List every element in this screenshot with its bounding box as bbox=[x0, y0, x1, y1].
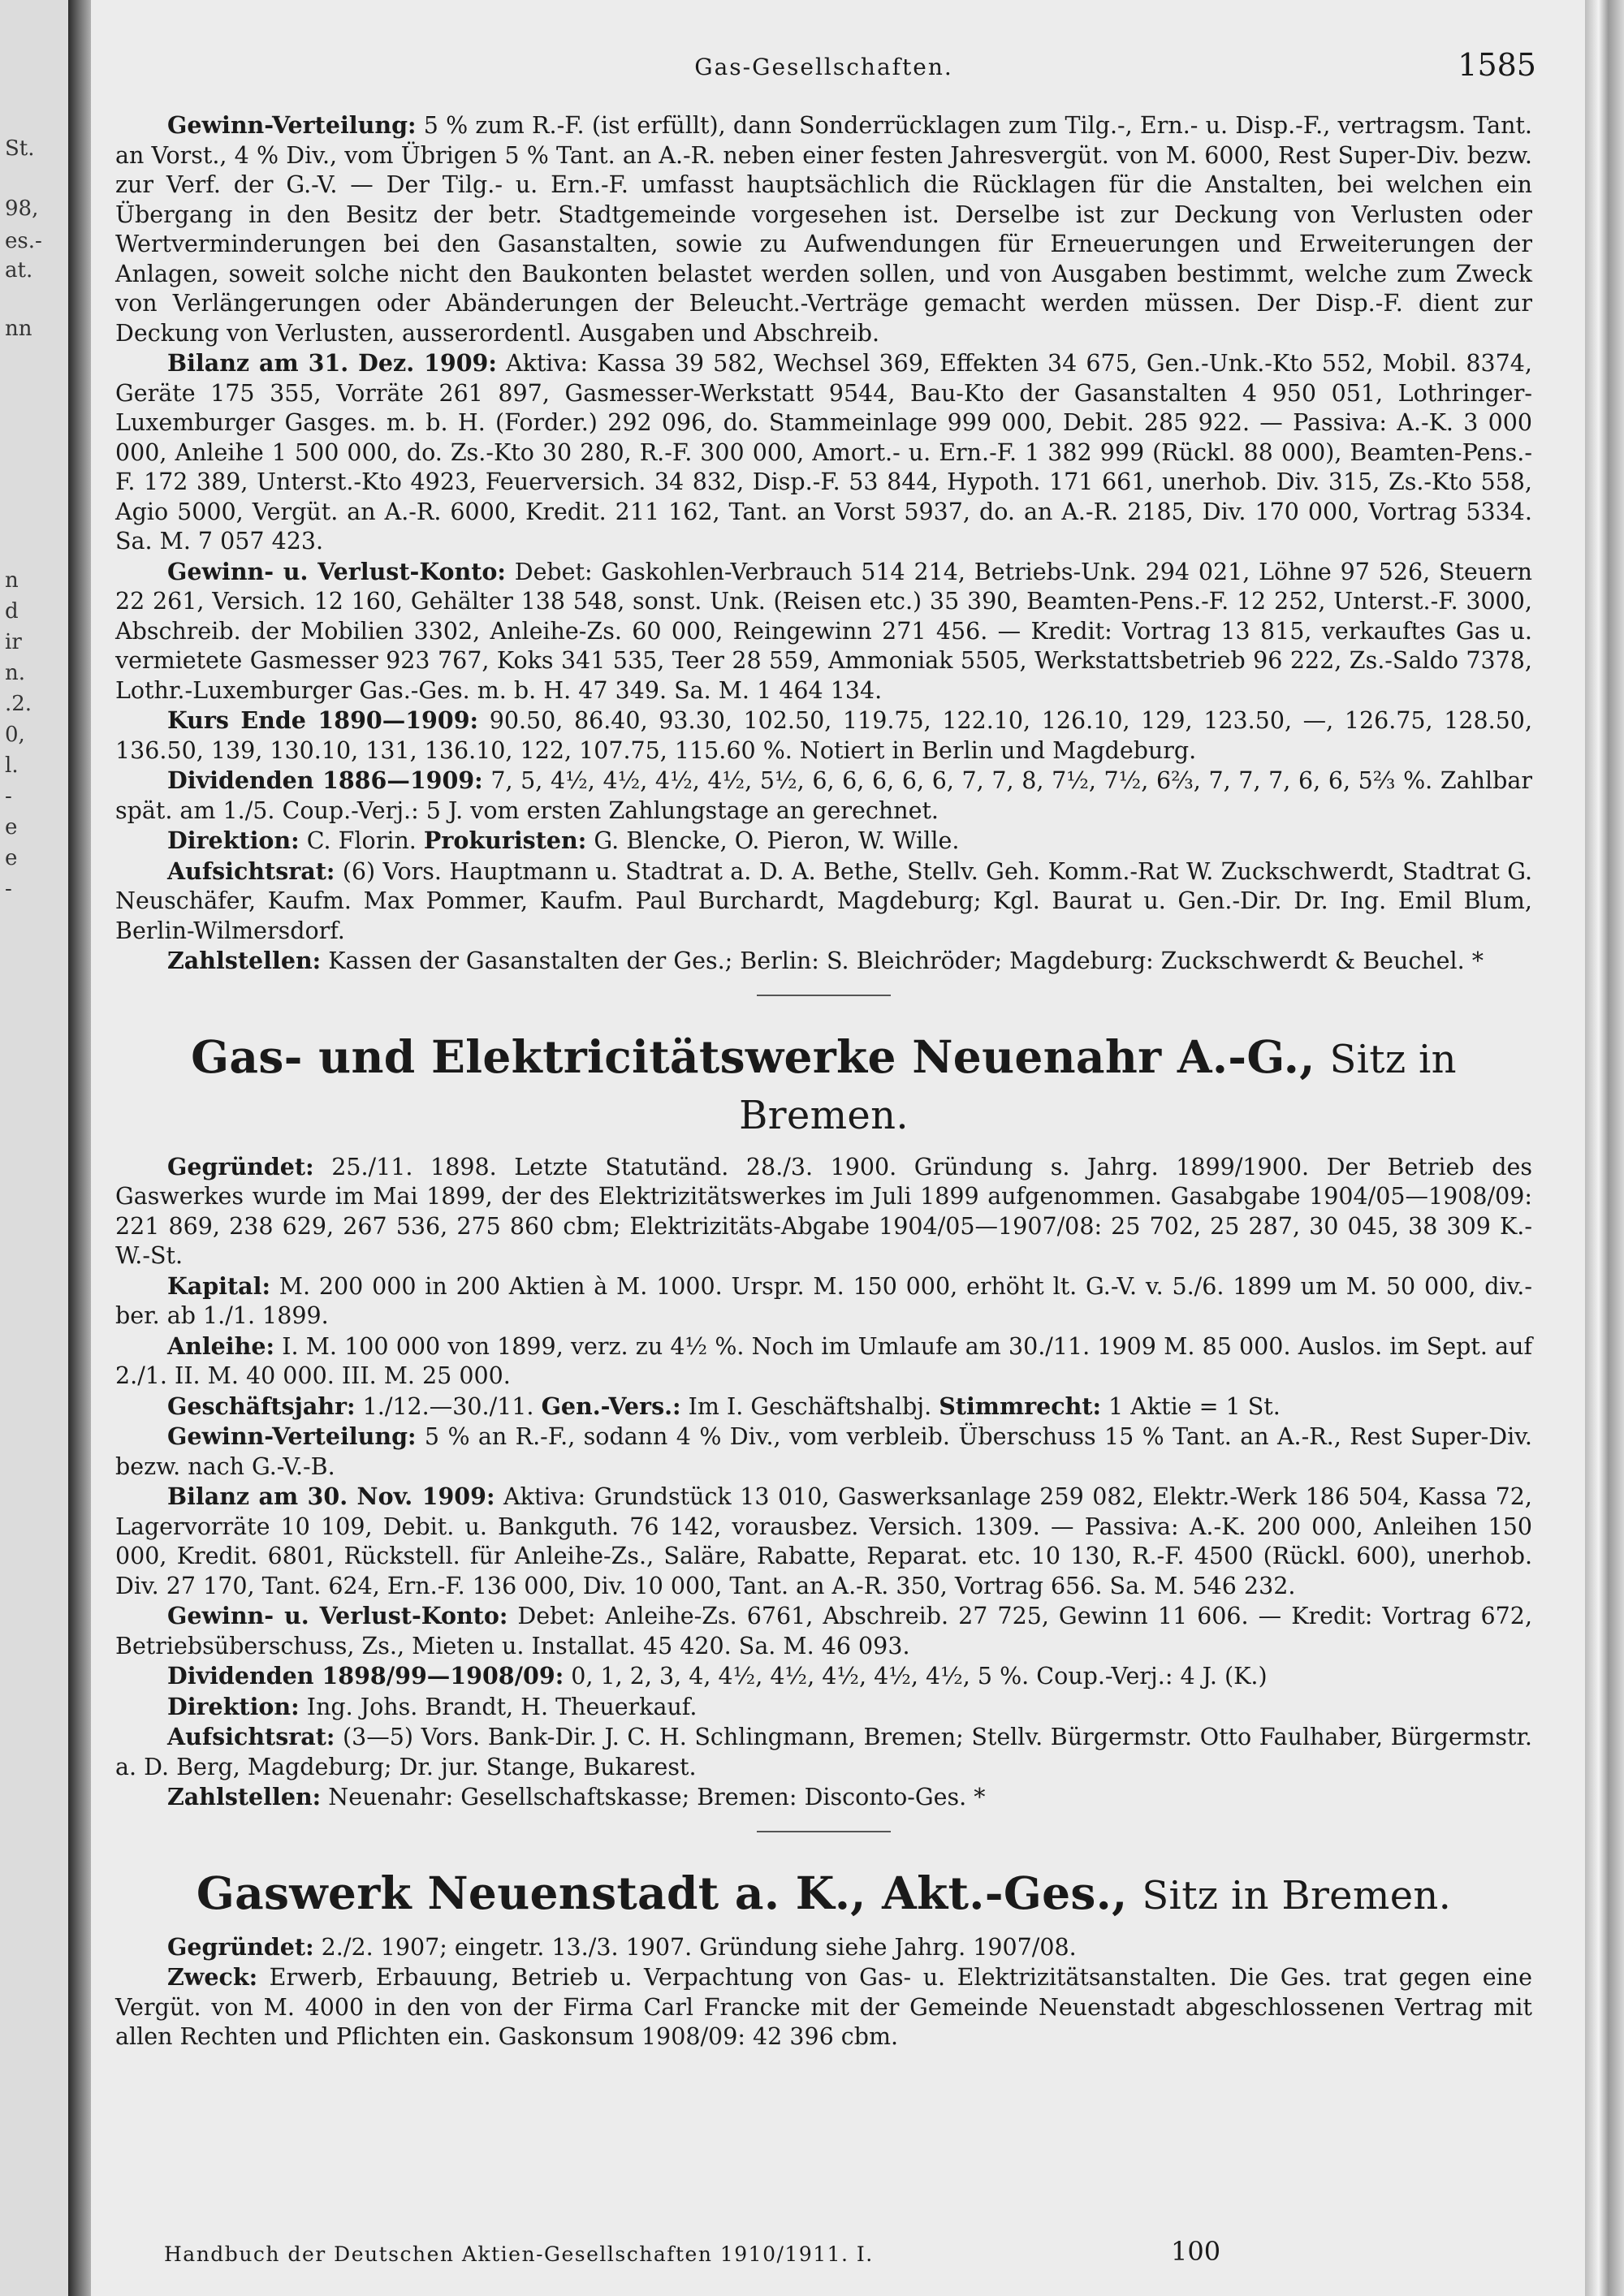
field-text: Im I. Geschäftshalbj. bbox=[680, 1392, 932, 1420]
book-page bbox=[91, 0, 1585, 2296]
field-label: Zahlstellen: bbox=[167, 947, 322, 974]
company-name: Gaswerk Neuenstadt a. K., Akt.-Ges., bbox=[196, 1866, 1128, 1919]
field-label: Gewinn- u. Verlust-Konto: bbox=[167, 1602, 508, 1629]
field-text: M. 200 000 in 200 Aktien à M. 1000. Urspr. M. 150 000, erhöht lt. G.-V. v. 5./6. 1899 um M. 50 000, div.-ber. ab 1./1. 1899. bbox=[115, 1272, 1532, 1329]
section-divider bbox=[757, 1831, 891, 1832]
prev-page-fragment: 98, bbox=[5, 196, 39, 221]
field-label: Zweck: bbox=[167, 1963, 258, 1991]
prev-page-fragment: - bbox=[5, 784, 12, 809]
field-text: Aktiva: Grundstück 13 010, Gaswerksanlage 259 082, Elektr.-Werk 186 504, Kassa 72, Lagervorräte 10 109, Debit. u. Bankguth. 76 142, vorausbez. Versich. 1309. — Passiva: A.-K. 200 000, Anleihen 150 000, Kredit. 6801, Rückstell. für Anleihe-Zs., Saläre, Rabatte, Reparat. etc. 10 130, R.-F. 4500 (Rückl. 600), unerhob. Div. 27 170, Tant. 624, Ern.-F. 136 000, Div. 10 000, Tant. an A.-R. 350, Vortrag 656. Sa. M. 546 232. bbox=[115, 1483, 1532, 1599]
field-label: Gen.-Vers.: bbox=[541, 1392, 681, 1420]
field-text: 25./11. 1898. Letzte Statutänd. 28./3. 1900. Gründung s. Jahrg. 1899/1900. Der Betrieb des Gaswerkes wurde im Mai 1899, der des Elektrizitätswerkes im Juli 1899 aufgenommen. Gasabgabe 1904/05—1908/09: 221 869, 238 629, 267 536, 275 860 cbm; Elektrizitäts-Abgabe 1904/05—1907/08: 25 702, 25 287, 30 045, 38 309 K.-W.-St. bbox=[115, 1153, 1532, 1269]
prev-page-fragment: n. bbox=[5, 661, 26, 685]
entry-paragraph bbox=[115, 1782, 1532, 1813]
entry-paragraph bbox=[115, 1271, 1532, 1331]
field-text: Debet: Gaskohlen-Verbrauch 514 214, Betriebs-Unk. 294 021, Löhne 97 526, Steuern 22 261, Versich. 12 160, Gehälter 138 548, sonst. Unk. (Reisen etc.) 35 390, Beamten-Pens.-F. 12 252, Unterst.-F. 3000, Abschreib. der Mobilien 3302, Anleihe-Zs. 60 000, Reingewinn 271 456. — Kredit: Vortrag 13 815, verkauftes Gas u. vermietete Gasmesser 923 767, Koks 341 535, Teer 28 559, Ammoniak 5505, Werkstattsbetrieb 96 222, Zs.-Saldo 7378, Lothr.-Luxemburger Gas.-Ges. m. b. H. 47 349. Sa. M. 1 464 134. bbox=[115, 558, 1532, 704]
prev-page-fragment: l. bbox=[5, 753, 19, 778]
running-head bbox=[115, 47, 1536, 93]
prev-page-fragment: n bbox=[5, 568, 19, 593]
prev-page-fragment: 0, bbox=[5, 723, 25, 747]
field-text: (6) Vors. Hauptmann u. Stadtrat a. D. A. Bethe, Stellv. Geh. Komm.-Rat W. Zuckschwerdt, Stadtrat G. Neuschäfer, Kaufm. Max Pommer, Kaufm. Paul Burchardt, Magdeburg; Kgl. Baurat u. Gen.-Dir. Dr. Ing. Emil Blum, Berlin-Wilmersdorf. bbox=[115, 857, 1532, 944]
page-content bbox=[115, 47, 1536, 2052]
entry-paragraph bbox=[115, 706, 1532, 766]
field-label: Bilanz am 30. Nov. 1909: bbox=[167, 1482, 495, 1510]
entry-paragraph bbox=[115, 946, 1532, 977]
entry-paragraph bbox=[115, 1482, 1532, 1601]
field-label: Prokuristen: bbox=[423, 826, 587, 854]
field-text: (3—5) Vors. Bank-Dir. J. C. H. Schlingmann, Bremen; Stellv. Bürgermstr. Otto Faulhaber, Bürgermstr. a. D. Berg, Magdeburg; Dr. jur. Stange, Bukarest. bbox=[115, 1724, 1532, 1780]
field-label: Dividenden 1886—1909: bbox=[167, 766, 483, 794]
entry-paragraph bbox=[115, 1962, 1532, 2052]
field-text: 2./2. 1907; eingetr. 13./3. 1907. Gründung siehe Jahrg. 1907/08. bbox=[313, 1933, 1077, 1961]
field-label: Anleihe: bbox=[167, 1331, 274, 1360]
company-name: Gas- und Elektricitätswerke Neuenahr A.-G., bbox=[191, 1029, 1315, 1083]
field-text: Erwerb, Erbauung, Betrieb u. Verpachtung von Gas- u. Elektrizitätsanstalten. Die Ges. trat gegen eine Vergüt. von M. 4000 in den von der Firma Carl Francke mit der Gemeinde Neuenstadt abgeschlossenen Vertrag mit allen Rechten und Pflichten ein. Gaskonsum 1908/09: 42 396 cbm. bbox=[115, 1964, 1532, 2050]
footer-source: Handbuch der Deutschen Aktien-Gesellschaften 1910/1911. I. bbox=[164, 2242, 874, 2266]
field-label: Bilanz am 31. Dez. 1909: bbox=[167, 349, 497, 377]
field-label: Gewinn-Verteilung: bbox=[167, 111, 417, 139]
field-label: Direktion: bbox=[167, 1692, 300, 1720]
prev-page-fragment: at. bbox=[5, 258, 33, 283]
entry-paragraph bbox=[115, 1422, 1532, 1482]
field-text: Aktiva: Kassa 39 582, Wechsel 369, Effekten 34 675, Gen.-Unk.-Kto 552, Mobil. 8374, Geräte 175 355, Vorräte 261 897, Gasmesser-Werkstatt 9544, Bau-Kto der Gasanstalten 4 950 051, Lothringer-Luxemburger Gasges. m. b. H. (Forder.) 292 096, do. Stammeinlage 999 000, Debit. 285 922. — Passiva: A.-K. 3 000 000, Anleihe 1 500 000, do. Zs.-Kto 30 280, R.-F. 300 000, Amort.- u. Ern.-F. 1 382 999 (Rückl. 88 000), Beamten-Pens.-F. 172 389, Unterst.-Kto 4923, Feuerversich. 34 832, Disp.-F. 53 844, Hypoth. 171 661, unerhob. Div. 315, Zs.-Kto 558, Agio 5000, Vergüt. an A.-R. 6000, Kredit. 211 162, Tant. an Vorst 5937, do. an A.-R. 2185, Div. 170 000, Vortrag 5334. Sa. M. 7 057 423. bbox=[115, 350, 1532, 555]
entry-paragraph bbox=[115, 766, 1532, 826]
field-text: Neuenahr: Gesellschaftskasse; Bremen: Disconto-Ges. * bbox=[321, 1784, 986, 1810]
field-label: Dividenden 1898/99—1908/09: bbox=[167, 1662, 564, 1690]
field-label: Zahlstellen: bbox=[167, 1783, 322, 1810]
book-binding-shadow bbox=[68, 0, 93, 2296]
prev-page-fragment: .2. bbox=[5, 692, 32, 716]
field-label: Gewinn- u. Verlust-Konto: bbox=[167, 557, 506, 585]
field-text: Debet: Anleihe-Zs. 6761, Abschreib. 27 725, Gewinn 11 606. — Kredit: Vortrag 672, Betriebsüberschuss, Zs., Mieten u. Installat. 45 420. Sa. M. 46 093. bbox=[115, 1603, 1532, 1659]
field-text: Kassen der Gasanstalten der Ges.; Berlin: S. Bleichröder; Magdeburg: Zuckschwerdt & Beuchel. * bbox=[321, 947, 1484, 974]
page-edge-right bbox=[1585, 0, 1624, 2296]
prev-page-fragment: - bbox=[5, 877, 12, 901]
field-label: Gewinn-Verteilung: bbox=[167, 1422, 417, 1450]
field-text: Ing. Johs. Brandt, H. Theuerkauf. bbox=[299, 1693, 698, 1720]
entry-paragraph bbox=[115, 348, 1532, 557]
entry-paragraph bbox=[115, 1932, 1532, 1963]
page-number: 1585 bbox=[1458, 47, 1536, 83]
field-text: 0, 1, 2, 3, 4, 4½, 4½, 4½, 4½, 4½, 5 %. Coup.-Verj.: 4 J. (K.) bbox=[564, 1663, 1268, 1690]
field-label: Gegründet: bbox=[167, 1152, 314, 1180]
running-title: Gas-Gesellschaften. bbox=[694, 54, 953, 80]
field-label: Gegründet: bbox=[167, 1932, 314, 1961]
entry-paragraph bbox=[115, 1392, 1532, 1422]
previous-page-edge bbox=[0, 0, 75, 2296]
prev-page-fragment: St. bbox=[5, 136, 35, 161]
entry-paragraph bbox=[115, 1722, 1532, 1782]
prev-page-fragment: e bbox=[5, 846, 18, 870]
entry-paragraph bbox=[115, 1661, 1532, 1692]
field-text: 1 Aktie = 1 St. bbox=[1101, 1392, 1281, 1420]
entry-paragraph bbox=[115, 1152, 1532, 1271]
section-divider bbox=[757, 995, 891, 996]
field-text: 90.50, 86.40, 93.30, 102.50, 119.75, 122.10, 126.10, 129, 123.50, —, 126.75, 128.50, 136.50, 139, 130.10, 131, 136.10, 122, 107.75, 115.60 %. Notiert in Berlin und Magdeburg. bbox=[115, 707, 1533, 764]
company-heading bbox=[115, 1030, 1532, 1142]
field-label: Aufsichtsrat: bbox=[167, 1723, 335, 1750]
field-label: Geschäftsjahr: bbox=[167, 1392, 356, 1420]
entry-paragraph bbox=[115, 1692, 1532, 1723]
entry-paragraph bbox=[115, 1601, 1532, 1661]
field-text: I. M. 100 000 von 1899, verz. zu 4½ %. Noch im Umlaufe am 30./11. 1909 M. 85 000. Auslos. im Sept. auf 2./1. II. M. 40 000. III. M. 25 000. bbox=[115, 1332, 1532, 1389]
field-text: C. Florin. bbox=[299, 827, 417, 854]
prev-page-fragment: ir bbox=[5, 630, 22, 654]
field-text: G. Blencke, O. Pieron, W. Wille. bbox=[586, 827, 960, 854]
company-entry bbox=[115, 1030, 1532, 1813]
field-text: 1./12.—30./11. bbox=[355, 1392, 534, 1420]
field-text: 5 % zum R.-F. (ist erfüllt), dann Sonderrücklagen zum Tilg.-, Ern.- u. Disp.-F., vertragsm. Tant. an Vorst., 4 % Div., vom Übrigen 5 % Tant. an A.-R. neben einer festen Jahresvergüt. von M. 6000, Rest Super-Div. bezw. zur Verf. der G.-V. — Der Tilg.- u. Ern.-F. umfasst hauptsächlich die Rücklagen für die Anstalten, bei welchen ein Übergang in den Besitz der betr. Stadtgemeinde vorgesehen ist. Derselbe ist zur Deckung von Verlusten oder Wertverminderungen bei den Gasanstalten, sowie zu Aufwendungen für Erneuerungen und Erweiterungen der Anlagen, soweit solche nicht den Baukonten belastet werden sollen, und von Ausgaben bestimmt, welche zum Zweck von Verlängerungen oder Abänderungen der Beleucht.-Verträge gemacht werden müssen. Der Disp.-F. dient zur Deckung von Verlusten, ausserordentl. Ausgaben und Abschreib. bbox=[115, 112, 1532, 347]
entry-paragraph bbox=[115, 857, 1532, 947]
company-entry bbox=[115, 1867, 1532, 2052]
prev-page-fragment: d bbox=[5, 599, 19, 624]
footer-signature: 100 bbox=[1171, 2236, 1221, 2267]
prev-page-fragment: e bbox=[5, 815, 18, 839]
field-label: Aufsichtsrat: bbox=[167, 857, 335, 885]
entry-continuation bbox=[115, 110, 1532, 977]
entry-paragraph bbox=[115, 826, 1532, 857]
prev-page-fragment: nn bbox=[5, 317, 32, 341]
field-label: Kurs Ende 1890—1909: bbox=[167, 706, 479, 734]
company-seat: Sitz in Bremen. bbox=[739, 1036, 1457, 1138]
field-label: Kapital: bbox=[167, 1271, 270, 1300]
prev-page-fragment: es.- bbox=[5, 229, 42, 253]
entry-paragraph bbox=[115, 110, 1532, 348]
field-label: Stimmrecht: bbox=[939, 1392, 1102, 1420]
field-text: 7, 5, 4½, 4½, 4½, 4½, 5½, 6, 6, 6, 6, 6, 7, 7, 8, 7½, 7½, 6⅔, 7, 7, 7, 6, 6, 5⅔ %. Zahlbar spät. am 1./5. Coup.-Verj.: 5 J. vom ersten Zahlungstage an gerechnet. bbox=[115, 767, 1532, 824]
entry-paragraph bbox=[115, 557, 1532, 706]
page-footer bbox=[115, 2236, 1532, 2275]
company-heading bbox=[115, 1867, 1532, 1923]
entry-paragraph bbox=[115, 1331, 1532, 1392]
field-text: 5 % an R.-F., sodann 4 % Div., vom verbleib. Überschuss 15 % Tant. an A.-R., Rest Super-Div. bezw. nach G.-V.-B. bbox=[115, 1423, 1532, 1480]
company-seat: Sitz in Bremen. bbox=[1142, 1872, 1452, 1918]
field-label: Direktion: bbox=[167, 826, 300, 854]
